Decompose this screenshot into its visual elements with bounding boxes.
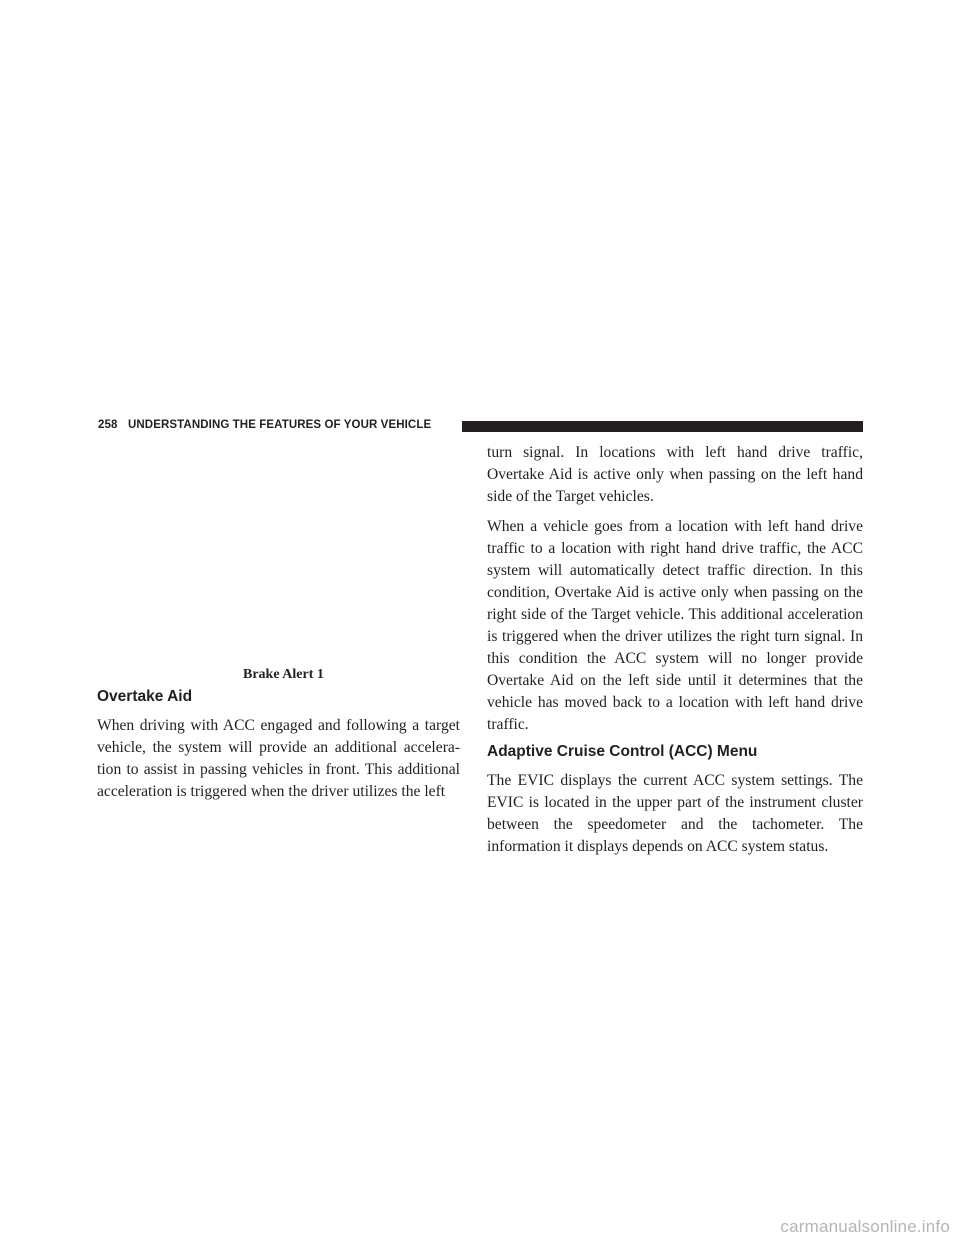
overtake-aid-paragraph: When driving with ACC engaged and following a target vehicle, the system will provide an additional accelera-tion to assist in passing vehicles in front. This additional acceleration is triggered when the driver utilizes the left [97,717,460,800]
right-column [487,442,863,858]
traffic-direction-paragraph: When a vehicle goes from a location with left hand drive traffic to a location with right hand drive traffic, the ACC system will automatically detect traffic direction. In this condition, Overtake Aid is active only when passing on the right side of the Target vehicle. This additional acceleration is triggered when the driver utilizes the right turn signal. In this condition the ACC system will no longer provide Overtake Aid on the left side until it determines that the vehicle has moved back to a location with left hand drive traffic. [487,518,863,733]
figure-caption: Brake Alert 1 [243,667,324,682]
page-number: 258 [98,419,118,431]
turn-signal-paragraph: turn signal. In locations with left hand drive traffic, Overtake Aid is active only when passing on the left hand side of the Target vehicles. [487,444,863,505]
watermark: carmanualsonline.info [780,1217,950,1236]
header-rule [462,421,863,432]
page-header [98,415,863,437]
acc-menu-heading: Adaptive Cruise Control (ACC) Menu [487,743,758,760]
section-title: UNDERSTANDING THE FEATURES OF YOUR VEHICLE [128,419,432,431]
acc-menu-paragraph: The EVIC displays the current ACC system settings. The EVIC is located in the upper part of the instrument cluster between the speedometer and the tachometer. The information it displays depends on ACC system status. [487,772,863,855]
left-column [97,665,460,803]
overtake-aid-heading: Overtake Aid [97,688,193,705]
